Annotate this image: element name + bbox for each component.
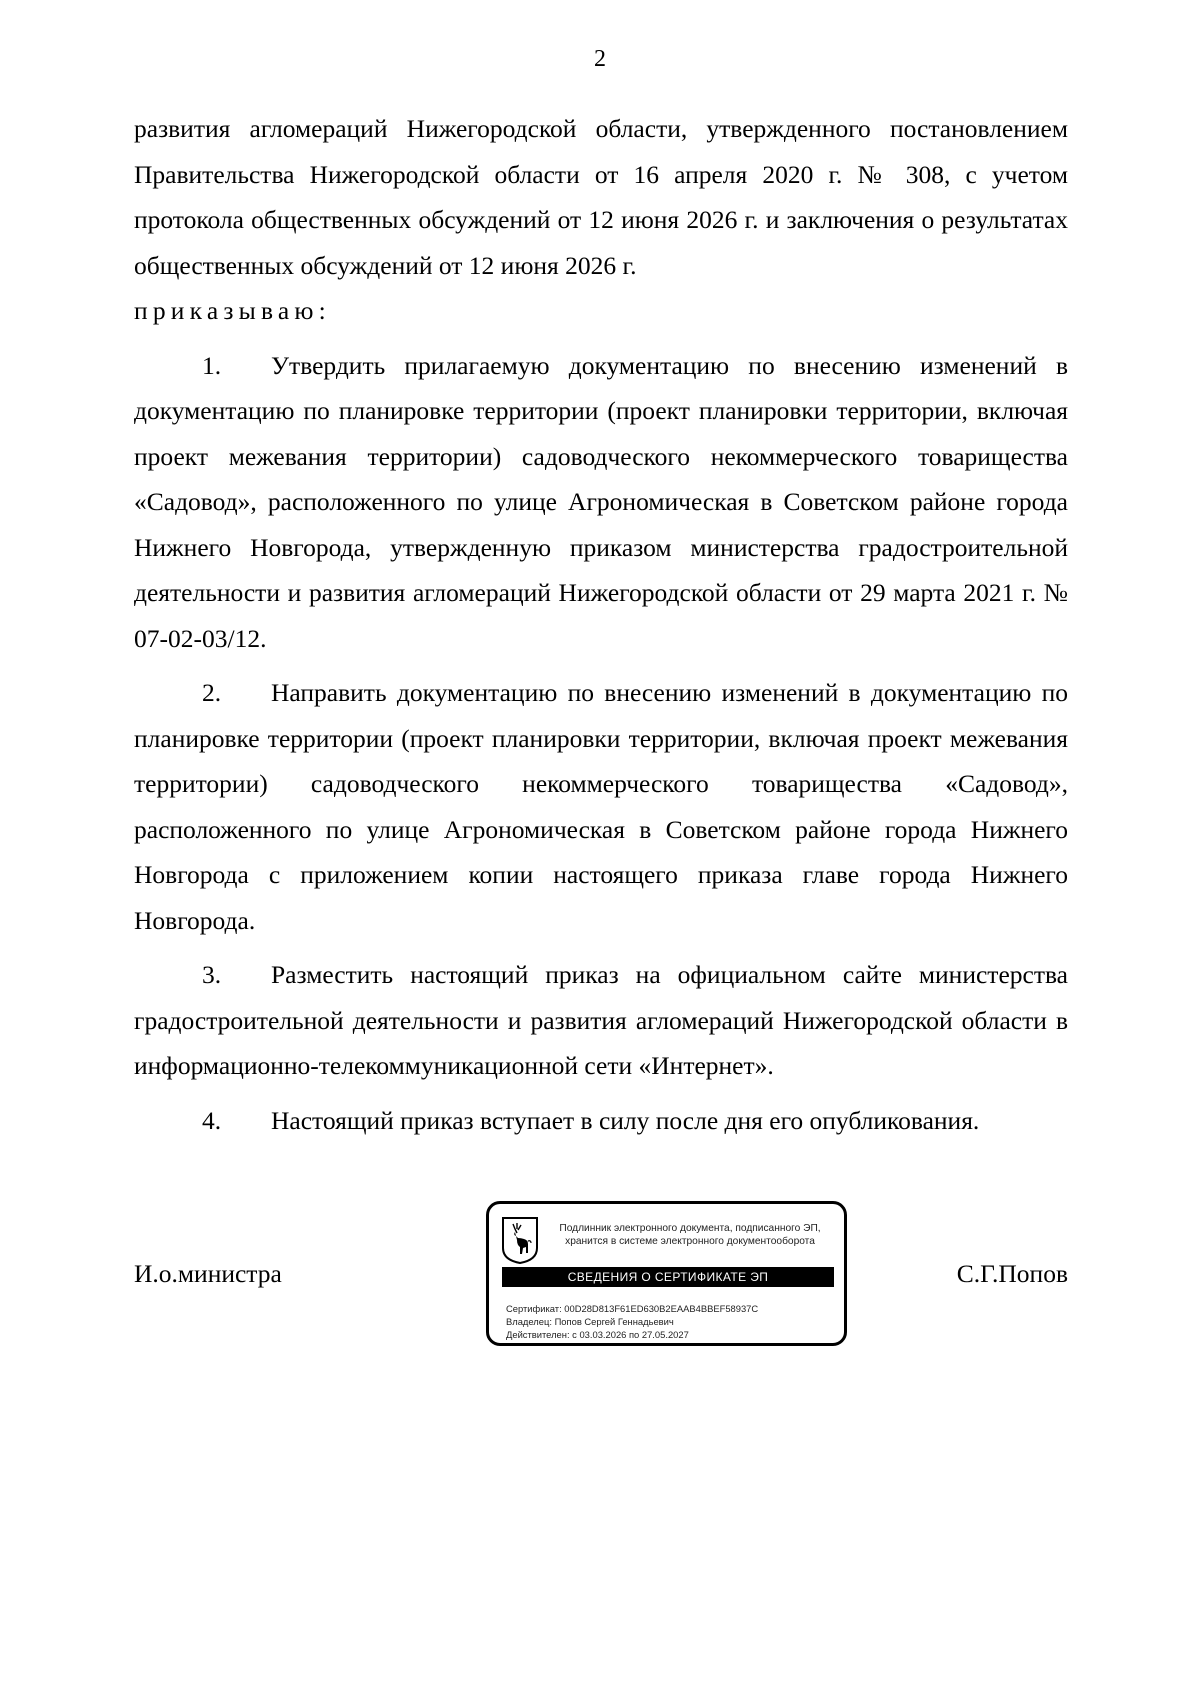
certificate-details (506, 1302, 758, 1341)
electronic-signature-stamp (486, 1201, 847, 1346)
stamp-note-line: Подлинник электронного документа, подписанного ЭП, (559, 1223, 821, 1234)
order-item-2 (134, 670, 1068, 943)
item-number: 3. (202, 960, 222, 989)
item-number: 4. (202, 1105, 222, 1135)
page-number: 2 (594, 46, 606, 72)
stamp-note-line: хранится в системе электронного документооборота (565, 1236, 815, 1247)
item-number: 1. (202, 350, 222, 380)
order-item-3 (134, 952, 1068, 1089)
directive-word: приказываю: (134, 296, 331, 325)
item-text: Разместить настоящий приказ на официальном сайте министерства градостроительной деятельности и развития агломераций Нижегородской области в информационно-телекоммуникационной сети «Интернет». (134, 960, 1068, 1080)
certificate-id: Сертификат: 00D28D813F61ED630B2EAAB4BBEF58937C (506, 1303, 759, 1314)
item-number: 2. (202, 678, 222, 707)
order-item-4 (134, 1098, 1068, 1144)
certificate-validity: Действителен: с 03.03.2026 по 27.05.2027 (506, 1329, 689, 1340)
intro-paragraph: развития агломераций Нижегородской области, утвержденного постановлением Правительства Нижегородской области от 16 апреля 2020 г. № 308, с учетом протокола общественных обсуждений от 12 июня 2026 г. и заключения о результатах общественных обсуждений от 12 июня 2026 г. (134, 114, 1068, 280)
stamp-note (549, 1222, 831, 1248)
item-text: Направить документацию по внесению изменений в документацию по планировке территории (проект планировки территории, включая проект межевания территории) садоводческого некоммерческого товарищества «Садовод», расположенного по улице Агрономическая в Советском районе города Нижнего Новгорода с приложением копии настоящего приказа главе города Нижнего Новгорода. (134, 678, 1068, 935)
certificate-owner: Владелец: Попов Сергей Геннадьевич (506, 1316, 674, 1327)
signer-name: С.Г.Попов (956, 1259, 1068, 1288)
item-text: Настоящий приказ вступает в силу после дня его опубликования. (271, 1105, 980, 1135)
item-text: Утвердить прилагаемую документацию по внесению изменений в документацию по планировке территории (проект планировки территории, включая проект межевания территории) садоводческого некоммерческого товарищества «Садовод», расположенного по улице Агрономическая в Советском районе города Нижнего Новгорода, утвержденную приказом министерства градостроительной деятельности и развития агломераций Нижегородской области от 29 марта 2021 г. № 07-02-03/12. (134, 350, 1068, 653)
order-item-1 (134, 343, 1068, 662)
signer-position: И.о.министра (134, 1259, 282, 1288)
document-body (134, 106, 1068, 1143)
certificate-header-bar: СВЕДЕНИЯ О СЕРТИФИКАТЕ ЭП (502, 1267, 834, 1287)
deer-emblem-icon (501, 1216, 539, 1264)
